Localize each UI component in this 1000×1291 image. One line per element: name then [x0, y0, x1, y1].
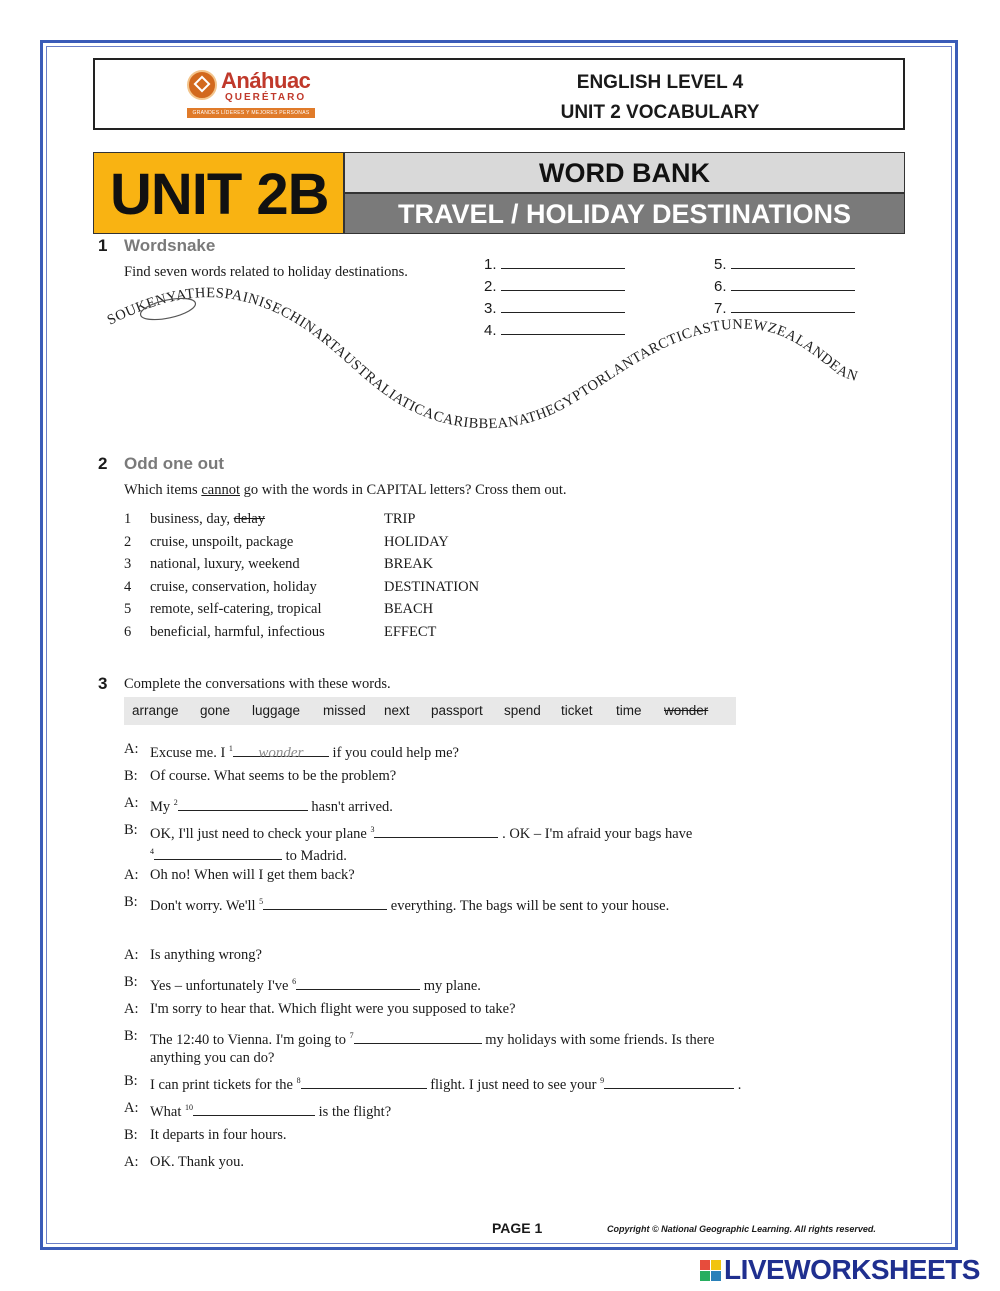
- speaker-b: B:: [124, 894, 138, 910]
- example-answer: wonder: [258, 744, 304, 761]
- answer-field-1[interactable]: [501, 254, 625, 269]
- struck-word[interactable]: delay: [233, 511, 266, 527]
- gap-number: 10: [185, 1103, 194, 1112]
- word-chip-struck: wonder: [664, 703, 709, 718]
- answer-number: 4.: [484, 322, 497, 339]
- item-number: 3: [124, 556, 132, 572]
- gap-6-field[interactable]: [296, 977, 420, 990]
- instruction-text: Which items: [124, 482, 202, 498]
- text: Yes – unfortunately I've: [150, 977, 293, 994]
- list-item: [124, 508, 544, 531]
- line-text: [150, 893, 800, 915]
- speaker-a: A:: [124, 1154, 139, 1170]
- logo-emblem-icon: [187, 70, 217, 100]
- liveworksheets-text: LIVEWORKSHEETS: [724, 1254, 980, 1285]
- topic-title: TRAVEL / HOLIDAY DESTINATIONS: [344, 193, 905, 234]
- section-2-title: Odd one out: [124, 454, 225, 473]
- page-number: PAGE 1: [492, 1220, 543, 1236]
- line-text: [150, 1072, 800, 1094]
- list-item: [124, 576, 544, 599]
- header-box: [93, 58, 905, 130]
- gap-1-field[interactable]: [233, 744, 329, 761]
- line-text: Oh no! When will I get them back?: [150, 867, 355, 883]
- text: everything. The bags will be sent to your house.: [387, 897, 670, 914]
- answer-row: [484, 254, 625, 276]
- answer-number: 5.: [714, 256, 727, 273]
- line-text: [150, 1027, 800, 1067]
- line-text: [150, 740, 800, 762]
- text: .: [734, 1076, 742, 1093]
- gap-3-field[interactable]: [374, 825, 498, 838]
- list-item: [124, 553, 544, 576]
- capital-word: BREAK: [384, 556, 434, 572]
- odd-one-out-list: [124, 508, 544, 643]
- word-chip: arrange: [132, 703, 179, 718]
- gap-number: 9: [600, 1076, 605, 1085]
- list-item: [124, 621, 544, 644]
- speaker-a: A:: [124, 867, 139, 883]
- speaker-a: A:: [124, 741, 139, 757]
- answer-number: 1.: [484, 256, 497, 273]
- answer-number: 6.: [714, 278, 727, 295]
- wordsnake: [100, 285, 910, 445]
- speaker-a: A:: [124, 795, 139, 811]
- text: is the flight?: [315, 1103, 392, 1120]
- section-1-number: 1: [98, 236, 108, 255]
- item-words[interactable]: cruise, conservation, holiday: [150, 578, 317, 595]
- answer-number: 7.: [714, 300, 727, 317]
- instruction-text: go with the words in CAPITAL letters? Cross them out.: [239, 482, 567, 498]
- logo-name: Anáhuac: [221, 68, 311, 93]
- liveworksheets-icon: [700, 1260, 722, 1282]
- text: What: [150, 1103, 186, 1120]
- word-box: [124, 697, 736, 725]
- list-item: [124, 531, 544, 554]
- unit-label: UNIT 2B: [110, 162, 329, 227]
- section-3-number: 3: [98, 674, 108, 693]
- course-title: [535, 68, 785, 128]
- word-chip: next: [384, 703, 410, 718]
- wordsnake-letters: SOUKENYATHESPAINISECHINARTAUSTRALIATICACARIBBEANATHEGYPTORLANTARCTICASTUNEWZEALANDEAN: [104, 285, 860, 433]
- item-number: 4: [124, 578, 132, 595]
- gap-8-field[interactable]: [301, 1076, 427, 1089]
- gap-7-field[interactable]: [354, 1031, 482, 1044]
- logo-tagline: GRANDES LÍDERES Y MEJORES PERSONAS: [187, 108, 315, 118]
- speaker-b: B:: [124, 974, 138, 990]
- anahuac-logo: [187, 68, 317, 120]
- word-chip: luggage: [252, 703, 301, 718]
- text: to Madrid.: [282, 847, 347, 864]
- text: hasn't arrived.: [307, 798, 393, 815]
- word-chip: time: [616, 703, 642, 718]
- copyright-notice: Copyright © National Geographic Learning. All rights reserved.: [607, 1224, 876, 1234]
- gap-4-field[interactable]: [154, 847, 282, 860]
- instruction-underlined: cannot: [201, 482, 240, 498]
- text: my holidays with some friends. Is there: [481, 1031, 715, 1048]
- gap-number: 1: [228, 744, 233, 753]
- text: Don't worry. We'll: [150, 897, 260, 914]
- section-1-title: Wordsnake: [124, 236, 216, 255]
- speaker-b: B:: [124, 822, 138, 838]
- section-1-instruction: Find seven words related to holiday destinations.: [124, 264, 408, 280]
- gap-number: 8: [296, 1076, 301, 1085]
- speaker-a: A:: [124, 1001, 139, 1017]
- unit-badge: [93, 152, 344, 234]
- text: The 12:40 to Vienna. I'm going to: [150, 1031, 350, 1048]
- item-number: 1: [124, 511, 132, 527]
- line-text: [150, 973, 800, 995]
- gap-10-field[interactable]: [193, 1103, 315, 1116]
- gap-number: 7: [349, 1031, 354, 1040]
- answer-row: [714, 254, 855, 276]
- item-words[interactable]: beneficial, harmful, infectious: [150, 623, 325, 640]
- line-text: OK. Thank you.: [150, 1154, 244, 1170]
- word-chip: ticket: [561, 703, 593, 718]
- speaker-a: A:: [124, 947, 139, 963]
- word-chip: passport: [431, 703, 483, 718]
- gap-number: 5: [259, 897, 264, 906]
- item-number: 5: [124, 601, 132, 617]
- word-chip: missed: [323, 703, 366, 718]
- line-text: I'm sorry to hear that. Which flight were you supposed to take?: [150, 1001, 516, 1017]
- unit-vocab-label: UNIT 2 VOCABULARY: [560, 102, 760, 123]
- speaker-b: B:: [124, 1028, 138, 1044]
- text: anything you can do?: [150, 1049, 275, 1066]
- text: I can print tickets for the: [150, 1076, 297, 1093]
- text: my plane.: [420, 977, 481, 994]
- speaker-b: B:: [124, 768, 138, 784]
- capital-word: EFFECT: [384, 623, 437, 640]
- list-item: [124, 598, 544, 621]
- line-text: [150, 821, 800, 865]
- gap-2-field[interactable]: [178, 798, 308, 811]
- word-bank-title: WORD BANK: [344, 152, 905, 193]
- text: OK, I'll just need to check your plane: [150, 825, 371, 842]
- capital-word: HOLIDAY: [384, 533, 449, 550]
- text: flight. I just need to see your: [426, 1076, 601, 1093]
- item-number: 2: [124, 533, 132, 550]
- item-words[interactable]: national, luxury, weekend: [150, 556, 300, 572]
- gap-number: 4: [150, 846, 154, 856]
- speaker-a: A:: [124, 1100, 139, 1116]
- capital-word: TRIP: [384, 511, 416, 527]
- answer-field-5[interactable]: [731, 254, 855, 269]
- word-chip: spend: [504, 703, 541, 718]
- capital-word: BEACH: [384, 601, 434, 617]
- gap-9-field[interactable]: [604, 1076, 734, 1089]
- gap-5-field[interactable]: [263, 897, 387, 910]
- answer-number: 2.: [484, 278, 497, 295]
- section-2-number: 2: [98, 454, 108, 473]
- section-3-instruction: Complete the conversations with these words.: [124, 676, 391, 692]
- line-text: [150, 1099, 800, 1121]
- text: My: [150, 798, 174, 815]
- item-number: 6: [124, 623, 132, 640]
- capital-word: DESTINATION: [384, 578, 480, 595]
- answer-number: 3.: [484, 300, 497, 317]
- text: Excuse me. I: [150, 744, 229, 761]
- gap-number: 2: [173, 798, 178, 807]
- line-text: Is anything wrong?: [150, 947, 262, 963]
- section-2-instruction: [124, 482, 567, 499]
- text: if you could help me?: [328, 744, 459, 761]
- gap-number: 3: [370, 825, 375, 834]
- gap-number: 6: [292, 977, 297, 986]
- item-words[interactable]: cruise, unspoilt, package: [150, 533, 294, 550]
- line-text: Of course. What seems to be the problem?: [150, 768, 397, 784]
- level-label: ENGLISH LEVEL 4: [576, 72, 744, 93]
- line-text: [150, 794, 800, 816]
- item-words: [150, 508, 265, 531]
- item-words[interactable]: remote, self-catering, tropical: [150, 601, 322, 617]
- word-chip: gone: [200, 703, 231, 718]
- logo-sub: QUERÉTARO: [225, 92, 307, 103]
- speaker-b: B:: [124, 1073, 138, 1089]
- line-text: It departs in four hours.: [150, 1127, 287, 1143]
- text: . OK – I'm afraid your bags have: [498, 825, 693, 842]
- item-words-text[interactable]: business, day,: [150, 511, 234, 527]
- speaker-b: B:: [124, 1127, 138, 1143]
- wordsnake-text: [105, 285, 860, 432]
